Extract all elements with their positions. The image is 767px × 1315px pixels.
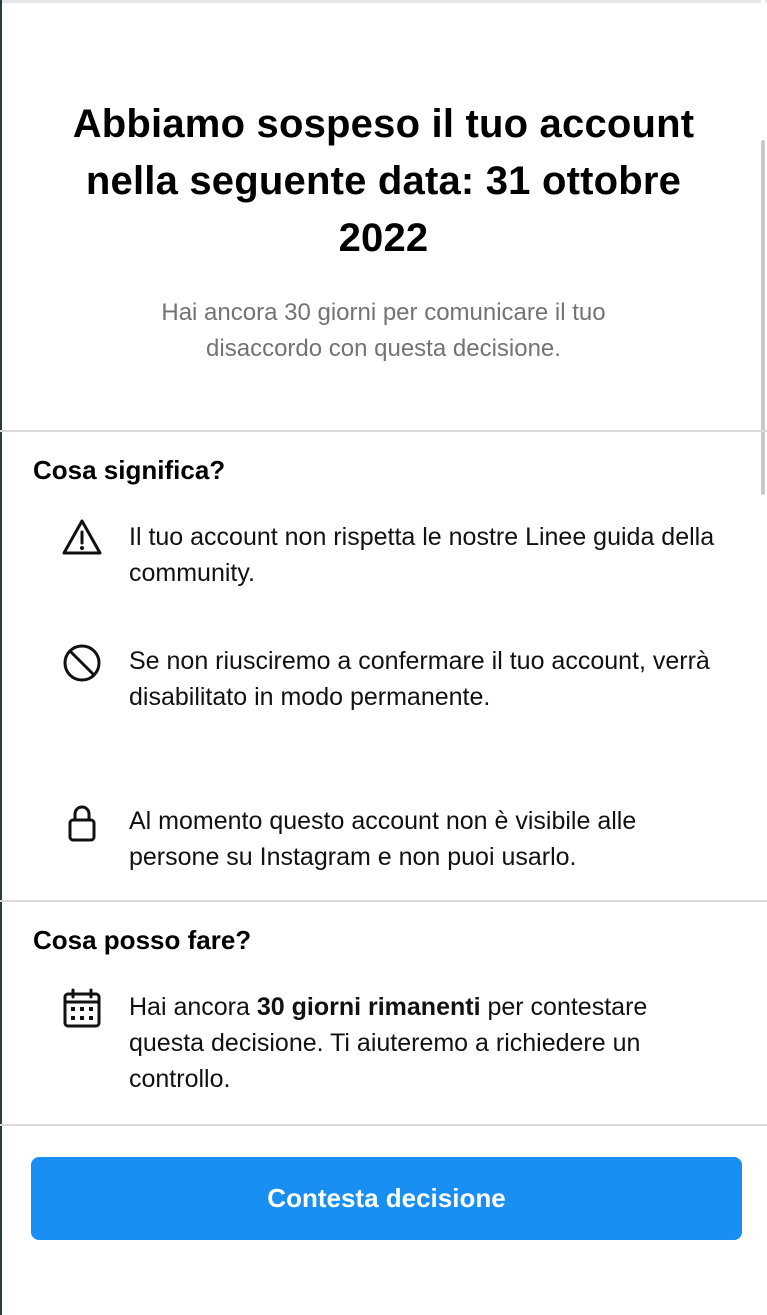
contest-decision-button[interactable]: Contesta decisione (31, 1157, 742, 1240)
page-subtitle: Hai ancora 30 giorni per comunicare il tuo disaccordo con questa decisione. (161, 299, 606, 362)
calendar-icon (60, 986, 104, 1030)
list-item-text (129, 989, 729, 1097)
remaining-days-text: 30 giorni rimanenti (256, 993, 481, 1021)
lock-icon (60, 800, 104, 844)
top-divider (2, 0, 767, 3)
text-after: per contestare questa decisione. Ti aiuteremo a richiedere un controllo. (129, 993, 648, 1093)
prohibited-icon (60, 640, 104, 684)
warning-triangle-icon (60, 516, 104, 560)
list-item-text: Al momento questo account non è visibile alle persone su Instagram e non puoi usarlo. (129, 807, 637, 871)
section-divider (0, 900, 767, 902)
section-divider (0, 430, 767, 432)
page-title: Abbiamo sospeso il tuo account nella seguente data: 31 ottobre 2022 (72, 102, 695, 260)
text-before: Hai ancora (129, 993, 257, 1021)
section-divider (0, 1124, 767, 1126)
meaning-section-title: Cosa significa? (33, 455, 226, 485)
suspension-header (0, 96, 767, 367)
list-item-text: Se non riusciremo a confermare il tuo account, verrà disabilitato in modo permanente. (129, 647, 710, 711)
actions-section-title: Cosa posso fare? (33, 925, 252, 955)
list-item-text: Il tuo account non rispetta le nostre Linee guida della community. (129, 523, 715, 587)
